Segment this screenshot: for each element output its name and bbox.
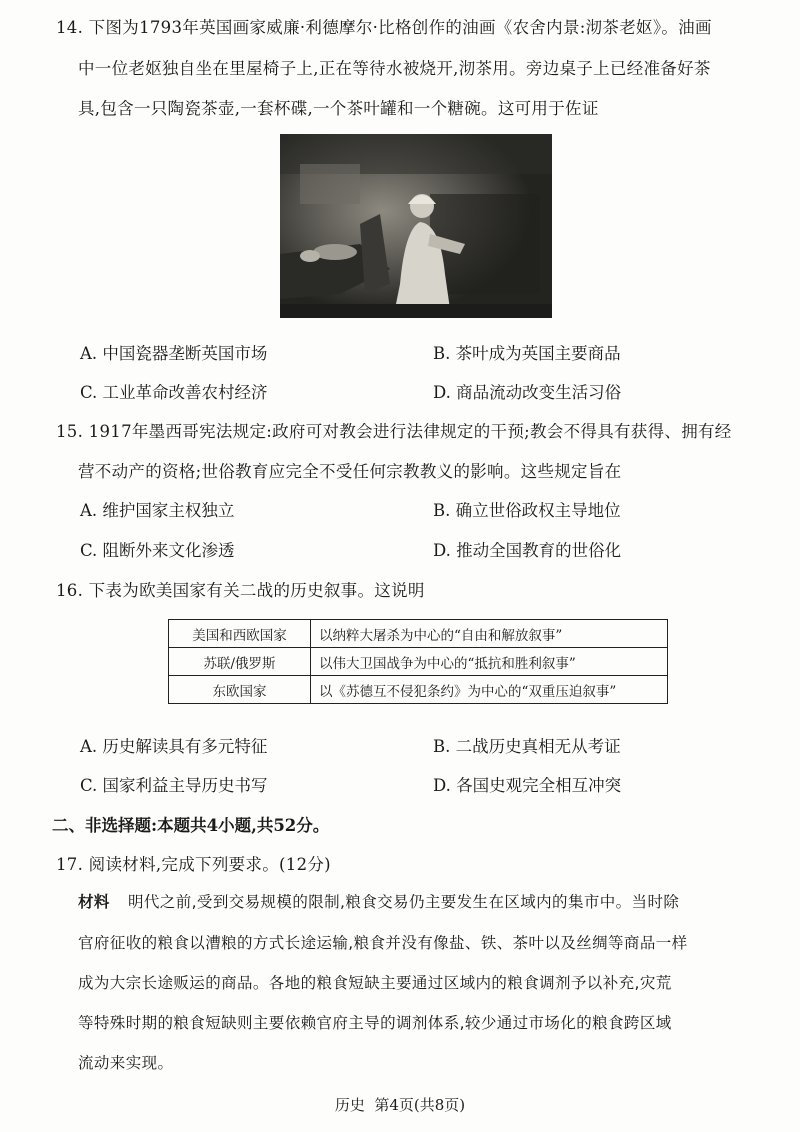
material-line-1: 明代之前,受到交易规模的限制,粮食交易仍主要发生在区域内的集市中。当时除 (128, 893, 680, 911)
q16-option-c: C. 国家利益主导历史书写 (80, 776, 268, 795)
q15-option-b: B. 确立世俗政权主导地位 (433, 501, 621, 520)
q16-option-a: A. 历史解读具有多元特征 (80, 737, 268, 756)
q14-option-d: D. 商品流动改变生活习俗 (433, 383, 622, 402)
table-cell-country: 美国和西欧国家 (169, 620, 311, 648)
q14-stem-line-2: 中一位老妪独自坐在里屋椅子上,正在等待水被烧开,沏茶用。旁边桌子上已经准备好茶 (78, 59, 711, 78)
q14-option-c: C. 工业革命改善农村经济 (80, 383, 268, 402)
q15-option-d: D. 推动全国教育的世俗化 (433, 541, 622, 560)
painting-image (280, 134, 552, 318)
q15-stem-line-1: 15. 1917年墨西哥宪法规定:政府可对教会进行法律规定的干预;教会不得具有获得、拥有经 (56, 422, 732, 441)
narrative-table (168, 619, 668, 704)
table-cell-country: 东欧国家 (169, 676, 311, 704)
q16-option-b: B. 二战历史真相无从考证 (433, 737, 621, 756)
q14-stem-line-1: 14. 下图为1793年英国画家威廉·利德摩尔·比格创作的油画《农舍内景:沏茶老妪》。油画 (56, 18, 712, 37)
q15-stem-line-2: 营不动产的资格;世俗教育应完全不受任何宗教教义的影响。这些规定旨在 (78, 462, 622, 481)
material-line-4: 等特殊时期的粮食短缺则主要依赖官府主导的调剂体系,较少通过市场化的粮食跨区域 (78, 1014, 672, 1032)
q16-option-d: D. 各国史观完全相互冲突 (433, 776, 622, 795)
material-label: 材料 (78, 893, 110, 911)
table-cell-narrative: 以伟大卫国战争为中心的“抵抗和胜利叙事” (311, 648, 668, 676)
material-line-5: 流动来实现。 (78, 1054, 174, 1072)
page-footer: 历史 第4页(共8页) (334, 1096, 466, 1114)
q14-option-a: A. 中国瓷器垄断英国市场 (80, 344, 268, 363)
table-cell-narrative: 以纳粹大屠杀为中心的“自由和解放叙事” (311, 620, 668, 648)
q16-stem: 16. 下表为欧美国家有关二战的历史叙事。这说明 (56, 581, 425, 600)
material-line-3: 成为大宗长途贩运的商品。各地的粮食短缺主要通过区域内的粮食调剂予以补充,灾荒 (78, 974, 672, 992)
painting-illustration (280, 134, 552, 318)
table-cell-narrative: 以《苏德互不侵犯条约》为中心的“双重压迫叙事” (311, 676, 668, 704)
q17-stem: 17. 阅读材料,完成下列要求。(12分) (56, 855, 331, 874)
table-row (169, 620, 668, 648)
table-cell-country: 苏联/俄罗斯 (169, 648, 311, 676)
q15-option-c: C. 阻断外来文化渗透 (80, 541, 235, 560)
q14-stem-line-3: 具,包含一只陶瓷茶壶,一套杯碟,一个茶叶罐和一个糖碗。这可用于佐证 (78, 99, 599, 118)
material-line-2: 官府征收的粮食以漕粮的方式长途运输,粮食并没有像盐、铁、茶叶以及丝绸等商品一样 (78, 934, 688, 952)
q14-option-b: B. 茶叶成为英国主要商品 (433, 344, 621, 363)
table-row (169, 676, 668, 704)
q15-option-a: A. 维护国家主权独立 (80, 501, 235, 520)
section-heading: 二、非选择题:本题共4小题,共52分。 (52, 816, 330, 835)
table-row (169, 648, 668, 676)
